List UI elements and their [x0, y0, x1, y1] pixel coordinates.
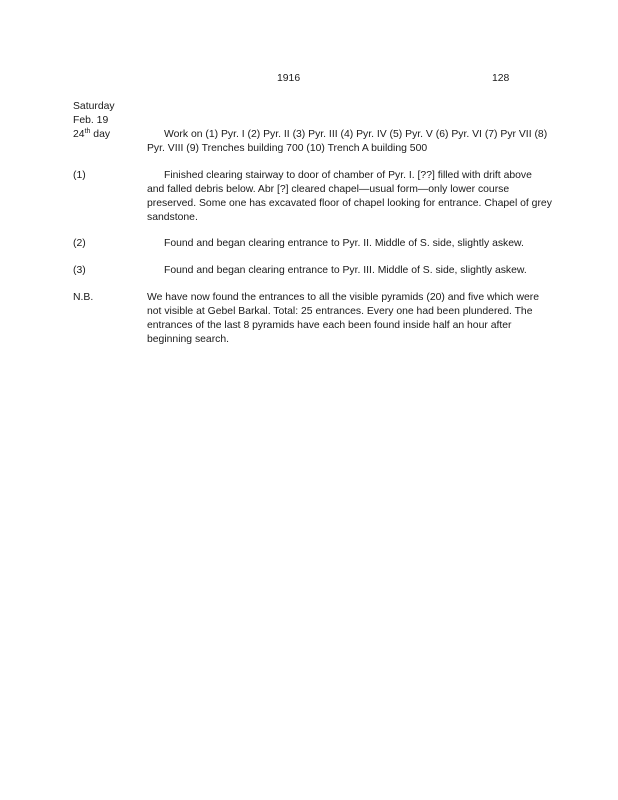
entry-text-nb: We have now found the entrances to all the visible pyramids (20) and five which were not visible at Gebel Barkal. Total: 25 entrances. Every one had been plundered. The entrances of the last 8 pyramids have each been found inside half an hour after beginning search.	[147, 292, 539, 345]
day-word: day	[90, 129, 111, 140]
day-count	[73, 128, 143, 142]
entry-text-2: Found and began clearing entrance to Pyr. II. Middle of S. side, slightly askew.	[164, 238, 524, 249]
entry-body-1	[147, 169, 552, 225]
entry-label-3: (3)	[73, 265, 86, 276]
entry-text-1: Finished clearing stairway to door of chamber of Pyr. I. [??] filled with drift above and falled debris below. Abr [?] cleared chapel—usual form—only lower course preserved. Some one has excavated floor of chapel looking for entrance. Chapel of grey sandstone.	[147, 170, 552, 223]
entry-body-3	[147, 264, 552, 278]
day-number: 24	[73, 129, 85, 140]
entry-label-1: (1)	[73, 170, 86, 181]
day-suffix: th	[84, 128, 91, 135]
entry-body-nb	[147, 291, 552, 347]
year-heading: 1916	[277, 73, 301, 84]
work-summary-text: Work on (1) Pyr. I (2) Pyr. II (3) Pyr. III (4) Pyr. IV (5) Pyr. V (6) Pyr. VI (7) Pyr VII (8) Pyr. VIII (9) Trenches building 700 (10) Trench A building 500	[147, 129, 548, 154]
entry-body-2	[147, 237, 552, 251]
weekday: Saturday	[73, 101, 115, 112]
entry-text-3: Found and began clearing entrance to Pyr. III. Middle of S. side, slightly askew.	[164, 265, 527, 276]
entry-label-2: (2)	[73, 238, 86, 249]
work-summary	[147, 128, 552, 156]
page-number: 128	[492, 73, 510, 84]
entry-label-nb: N.B.	[73, 292, 94, 303]
date: Feb. 19	[73, 115, 109, 126]
